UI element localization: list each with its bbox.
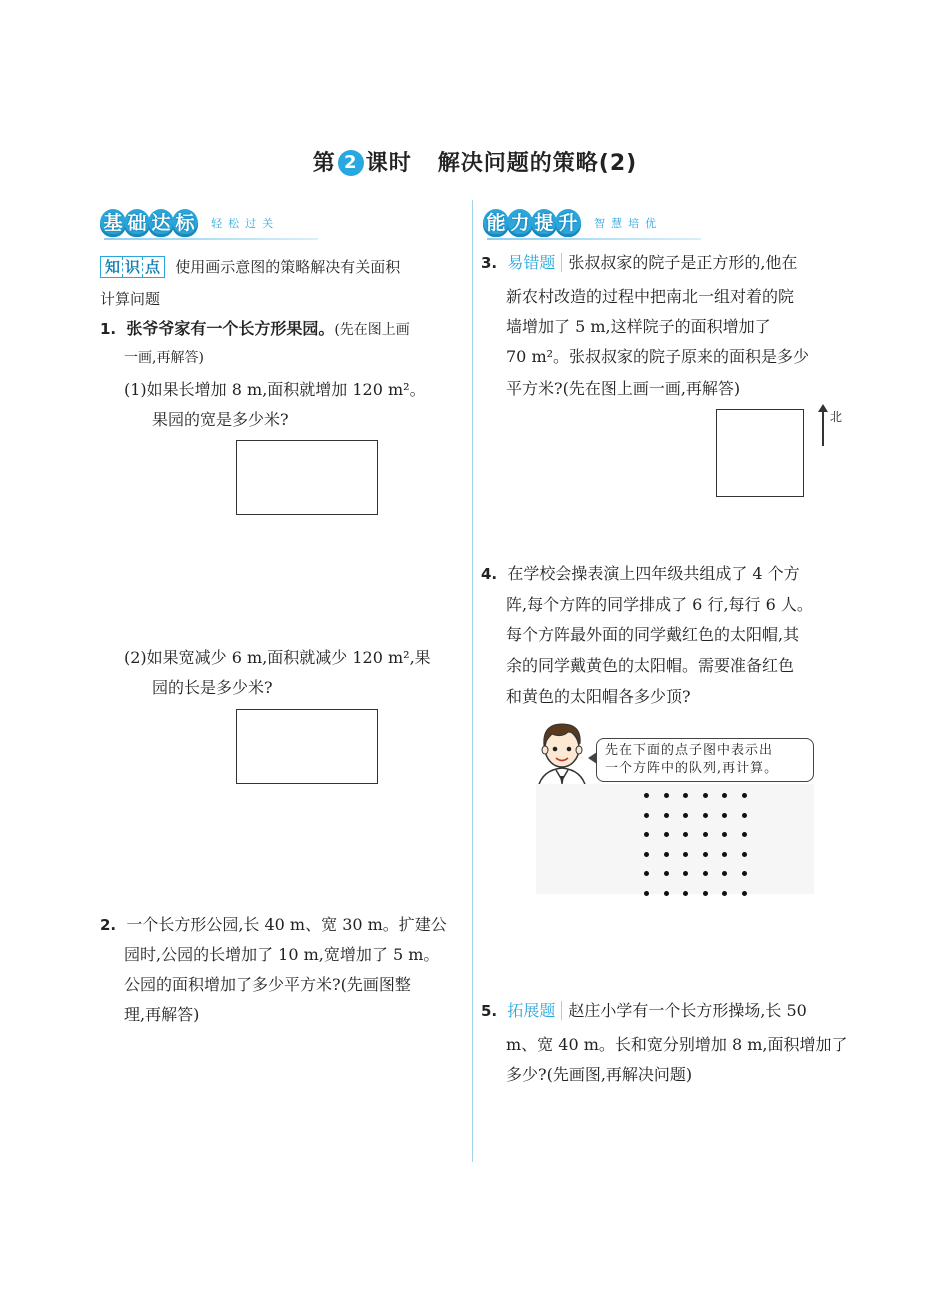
grid-dot (703, 832, 708, 837)
question-1-part-2-line-2: 园的长是多少米? (152, 678, 273, 697)
tile: 提 (531, 209, 557, 237)
question-2 (100, 910, 470, 940)
grid-dot (722, 793, 727, 798)
question-text-bold: 张爷爷家有一个长方形果园。 (126, 319, 335, 338)
grid-dot (664, 852, 669, 857)
tile: 力 (507, 209, 533, 237)
question-text: 新农村改造的过程中把南北一组对着的院 (506, 287, 795, 306)
section-subtitle: 智慧培优 (594, 217, 663, 230)
grid-dot (722, 871, 727, 876)
boy-illustration (532, 718, 592, 788)
tile: 基 (100, 209, 126, 237)
grid-dot (703, 871, 708, 876)
question-number: 1. (100, 320, 117, 338)
question-1 (100, 314, 470, 345)
dot-grid[interactable] (536, 784, 814, 894)
tile: 础 (124, 209, 150, 237)
grid-dot (644, 813, 649, 818)
tile: 达 (148, 209, 174, 237)
bubble-tail-icon (588, 752, 597, 764)
title-prefix: 第 (312, 151, 336, 176)
question-number: 4. (481, 565, 498, 583)
question-text: 赵庄小学有一个长方形操场,长 50 (568, 1001, 807, 1020)
grid-dot (644, 793, 649, 798)
grid-dot (722, 813, 727, 818)
section-tiles (483, 209, 579, 237)
question-4 (481, 559, 851, 589)
grid-dot (742, 793, 747, 798)
question-text: 平方米?(先在图上画一画,再解答) (506, 379, 741, 398)
question-text: 理,再解答) (124, 1005, 200, 1024)
grid-dot (683, 891, 688, 896)
question-1-part-2: (2)如果宽减少 6 m,面积就减少 120 m²,果 (124, 648, 431, 667)
question-text: 公园的面积增加了多少平方米?(先画图整 (124, 975, 411, 994)
tile: 标 (172, 209, 198, 237)
lesson-number-badge: 2 (338, 150, 364, 176)
question-1-part-1-line-2: 果园的宽是多少米? (152, 410, 289, 429)
bubble-line: 一个方阵中的队列,再计算。 (605, 761, 779, 776)
question-text: 张叔叔家的院子是正方形的,他在 (568, 253, 798, 272)
question-text: 多少?(先画图,再解决问题) (506, 1065, 693, 1084)
grid-dot (664, 793, 669, 798)
grid-dot (644, 852, 649, 857)
section-subtitle: 轻松过关 (211, 217, 280, 230)
question-text: 阵,每个方阵的同学排成了 6 行,每行 6 人。 (506, 595, 813, 614)
section-tiles (100, 209, 196, 237)
grid-dot (722, 891, 727, 896)
grid-dot (644, 871, 649, 876)
drawing-rectangle[interactable] (236, 440, 378, 515)
question-number: 2. (100, 916, 117, 934)
question-number: 5. (481, 1002, 498, 1020)
grid-dot (742, 813, 747, 818)
grid-dot (644, 832, 649, 837)
grid-dot (742, 871, 747, 876)
grid-dot (722, 852, 727, 857)
grid-dot (703, 813, 708, 818)
grid-dot (703, 891, 708, 896)
page-title (0, 146, 950, 177)
question-text: 余的同学戴黄色的太阳帽。需要准备红色 (506, 656, 795, 675)
grid-dot (703, 793, 708, 798)
grid-dot (703, 852, 708, 857)
bubble-line: 先在下面的点子图中表示出 (605, 743, 774, 758)
grid-dot (683, 852, 688, 857)
question-number: 3. (481, 254, 498, 272)
north-arrow-icon (822, 408, 824, 446)
knowledge-text: 使用画示意图的策略解决有关面积 (175, 258, 401, 276)
question-1-part-1: (1)如果长增加 8 m,面积就增加 120 m²。 (124, 380, 426, 399)
grid-dot (664, 871, 669, 876)
question-text: 一画,再解答) (124, 350, 204, 366)
section-underline (104, 238, 318, 240)
question-text: 一个长方形公园,长 40 m、宽 30 m。扩建公 (126, 915, 447, 934)
question-text: m、宽 40 m。长和宽分别增加 8 m,面积增加了 (506, 1035, 848, 1054)
question-text: 70 m²。张叔叔家的院子原来的面积是多少 (506, 347, 810, 366)
question-text: 墙增加了 5 m,这样院子的面积增加了 (506, 317, 771, 336)
grid-dot (683, 871, 688, 876)
drawing-square[interactable] (716, 409, 804, 497)
grid-dot (683, 832, 688, 837)
question-tag: 易错题 (507, 253, 562, 272)
arrow-head-icon (818, 404, 828, 412)
knowledge-tag: 知 识 点 (100, 256, 165, 278)
knowledge-point (100, 252, 466, 282)
question-text: 园时,公园的长增加了 10 m,宽增加了 5 m。 (124, 945, 440, 964)
question-3 (481, 248, 851, 278)
tile: 升 (555, 209, 581, 237)
question-text: 和黄色的太阳帽各多少顶? (506, 687, 691, 706)
question-text: 在学校会操表演上四年级共组成了 4 个方 (507, 564, 800, 583)
question-text: 每个方阵最外面的同学戴红色的太阳帽,其 (506, 625, 800, 644)
section-underline (487, 238, 701, 240)
grid-dot (644, 891, 649, 896)
column-divider (472, 200, 473, 1162)
north-label: 北 (830, 410, 843, 424)
grid-dot (664, 813, 669, 818)
title-suffix: 课时 (365, 151, 412, 176)
grid-dot (742, 891, 747, 896)
boy-icon (532, 718, 592, 788)
question-5 (481, 996, 851, 1026)
tile: 能 (483, 209, 509, 237)
grid-dot (722, 832, 727, 837)
knowledge-text-2: 计算问题 (100, 290, 161, 308)
speech-bubble (596, 738, 814, 782)
grid-dot (664, 891, 669, 896)
question-text: (先在图上画 (334, 322, 410, 338)
grid-dot (683, 793, 688, 798)
grid-dot (742, 852, 747, 857)
drawing-rectangle[interactable] (236, 709, 378, 784)
question-tag: 拓展题 (507, 1001, 562, 1020)
title-main: 解决问题的策略(2) (437, 151, 638, 176)
grid-dot (742, 832, 747, 837)
grid-dot (664, 832, 669, 837)
grid-dot (683, 813, 688, 818)
